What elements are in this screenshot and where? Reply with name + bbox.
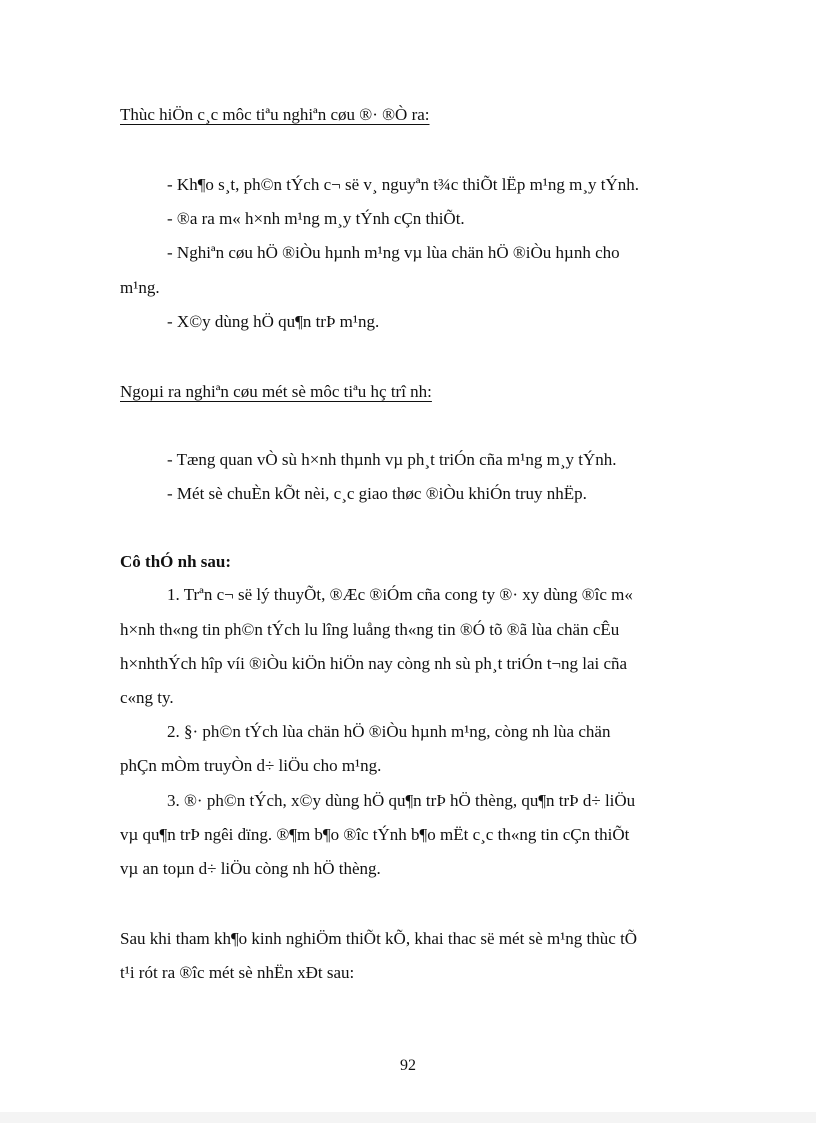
- closing-paragraph-line: t¹i rót ra ®îc mét sè nhËn xÐt sau:: [120, 963, 355, 982]
- specifics-paragraph-line: vµ qu¶n trÞ ngêi dïng. ®¶m b¶o ®îc tÝnh b¶o mËt c¸c th«ng tin cÇn thiÕt: [120, 825, 630, 844]
- closing-paragraph-line: Sau khi tham kh¶o kinh nghiÖm thiÕt kÕ, khai thac së mét sè m¹ng thùc tÕ: [120, 929, 638, 948]
- specifics-paragraph-line: c«ng ty.: [120, 688, 174, 707]
- objective-item: - Nghiªn cøu hÖ ®iÒu hµnh m¹ng vµ lùa chän hÖ ®iÒu hµnh cho: [167, 243, 620, 262]
- objective-item-continuation: m¹ng.: [120, 278, 160, 297]
- specifics-paragraph-line: 2. §· ph©n tÝch lùa chän hÖ ®iÒu hµnh m¹ng, còng nh lùa chän: [167, 722, 611, 741]
- specifics-paragraph-line: h×nhthÝch hîp víi ®iÒu kiÖn hiÖn nay còng nh sù ph¸t triÓn t¬ng lai cña: [120, 654, 628, 673]
- specifics-paragraph-line: vµ an toµn d÷ liÖu còng nh hÖ thèng.: [120, 859, 381, 878]
- objective-item: - Kh¶o s¸t, ph©n tÝch c¬ së v¸ nguyªn t¾c thiÕt lËp m¹ng m¸y tÝnh.: [167, 175, 640, 194]
- specifics-paragraph-line: 1. Trªn c¬ së lý thuyÕt, ®Æc ®iÓm cña cong ty ®· xy dùng ®îc m«: [167, 585, 633, 604]
- specifics-paragraph-line: 3. ®· ph©n tÝch, x©y dùng hÖ qu¶n trÞ hÖ thèng, qu¶n trÞ d÷ liÖu: [167, 791, 636, 810]
- objective-item: - ®a ra m« h×nh m¹ng m¸y tÝnh cÇn thiÕt.: [167, 209, 465, 228]
- supporting-item: - Mét sè chuÈn kÕt nèi, c¸c giao thøc ®iÒu khiÓn truy nhËp.: [167, 484, 587, 503]
- page-number: 92: [400, 1057, 416, 1074]
- section-heading-specifics: Cô thÓ nh sau:: [120, 552, 232, 571]
- specifics-paragraph-line: phÇn mÒm truyÒn d÷ liÖu cho m¹ng.: [120, 756, 382, 775]
- section-heading-objectives: Thùc hiÖn c¸c môc tiªu nghiªn cøu ®· ®Ò ra:: [120, 105, 430, 124]
- supporting-item: - Tæng quan vÒ sù h×nh thµnh vµ ph¸t triÓn cña m¹ng m¸y tÝnh.: [167, 450, 617, 469]
- section-heading-supporting: Ngoµi ra nghiªn cøu mét sè môc tiªu hç trî nh:: [120, 382, 432, 401]
- page-bottom-edge: [0, 1112, 816, 1123]
- objective-item: - X©y dùng hÖ qu¶n trÞ m¹ng.: [167, 312, 380, 331]
- specifics-paragraph-line: h×nh th«ng tin ph©n tÝch lu lîng luång th«ng tin ®Ó tõ ®ã lùa chän cÊu: [120, 620, 620, 639]
